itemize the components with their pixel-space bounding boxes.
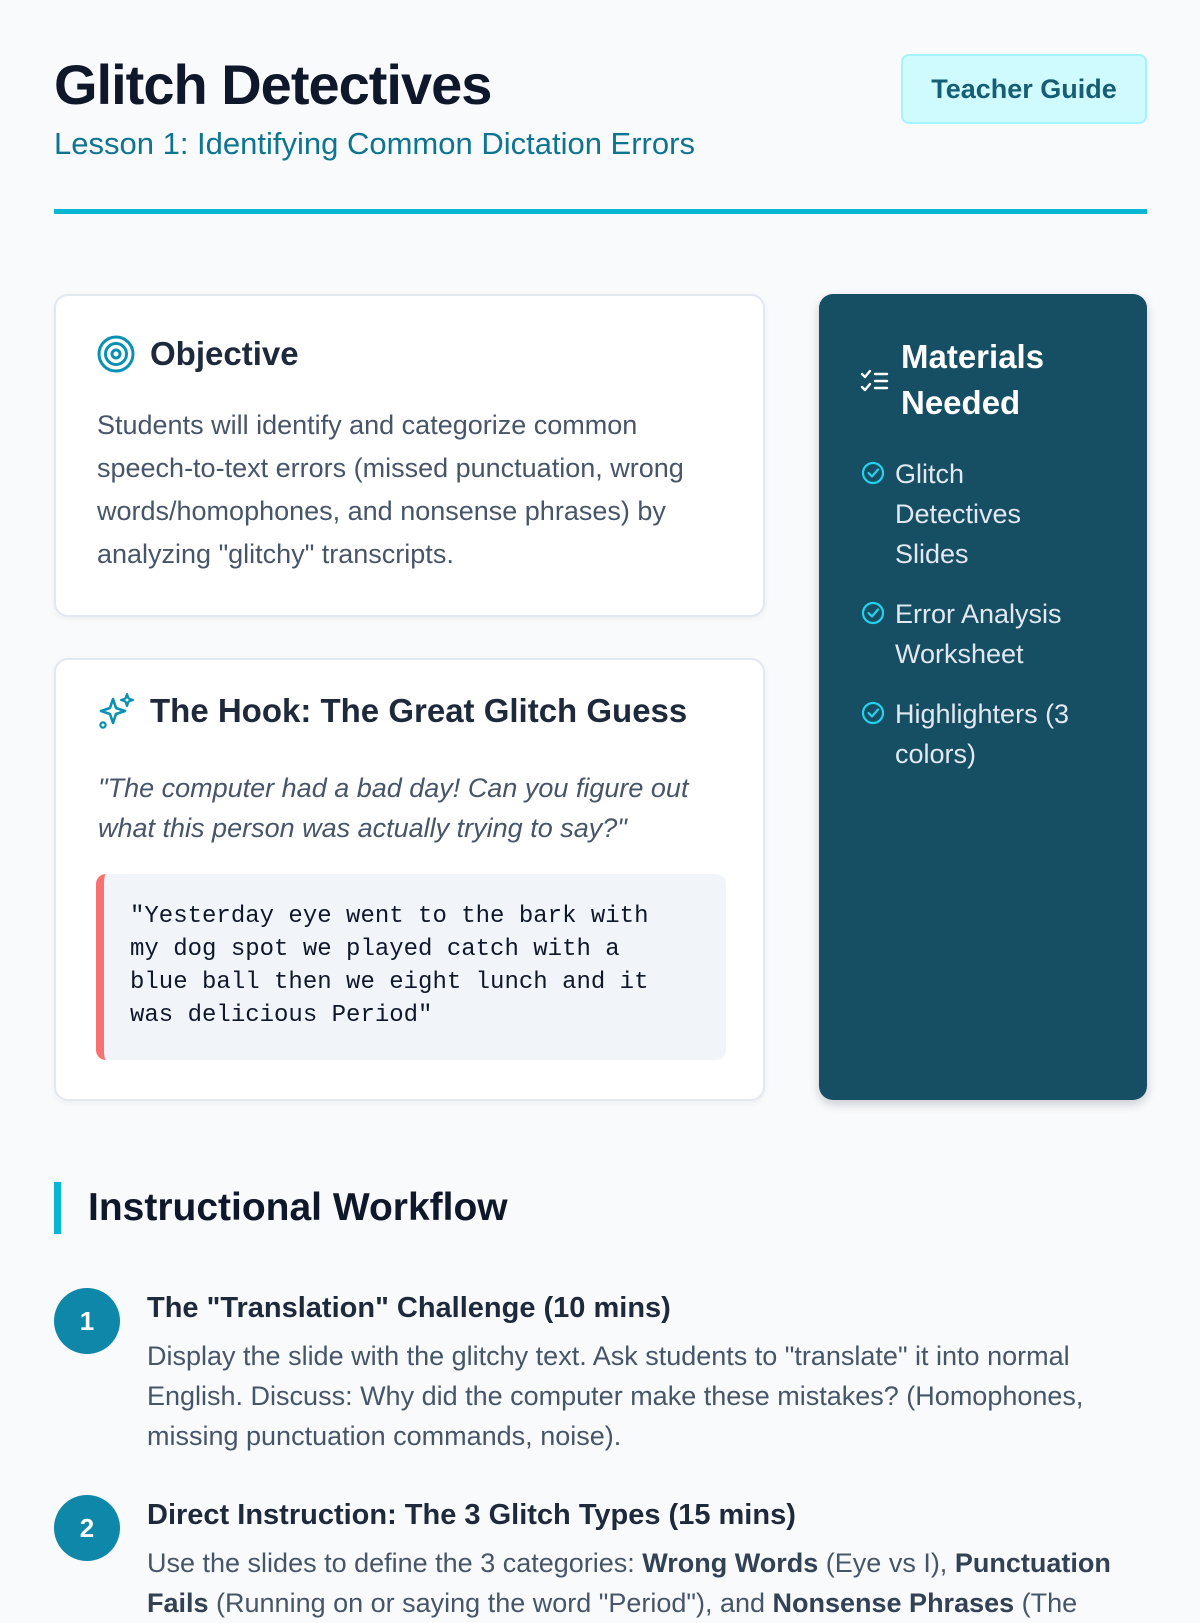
step-text: (Eye vs I), xyxy=(818,1548,955,1578)
lesson-subtitle: Lesson 1: Identifying Common Dictation Errors xyxy=(54,126,695,161)
check-circle-icon xyxy=(860,600,886,626)
step-title: Direct Instruction: The 3 Glitch Types (15 mins) xyxy=(147,1499,796,1531)
hook-title: The Hook: The Great Glitch Guess xyxy=(150,692,688,729)
step-text: (The xyxy=(1014,1588,1078,1618)
glitch-type-term: Wrong Words xyxy=(642,1548,819,1578)
objective-text: Students will identify and categorize common speech-to-text errors (missed punctuation, wrong words/homophones, and nonsense phrases) by analyzing "glitchy" transcripts. xyxy=(97,410,684,569)
objective-header xyxy=(96,334,299,374)
glitch-type-term: Punctuation Fails xyxy=(147,1548,1111,1618)
check-circle-icon xyxy=(860,700,886,726)
hook-header xyxy=(96,691,687,731)
checklist-icon xyxy=(860,368,890,396)
check-circle-icon xyxy=(860,460,886,486)
materials-panel xyxy=(819,294,1147,1100)
materials-item-label: Highlighters (3 colors) xyxy=(895,699,1070,769)
target-icon xyxy=(96,334,136,374)
page-title: Glitch Detectives xyxy=(54,53,492,116)
glitch-type-term: Nonsense Phrases xyxy=(772,1588,1015,1618)
glitchy-transcript: "Yesterday eye went to the bark with my dog spot we played catch with a blue ball then we eight lunch and it was delicious Period" xyxy=(96,874,726,1060)
materials-item-label: Glitch Detectives Slides xyxy=(895,459,1022,569)
step-number: 2 xyxy=(54,1495,120,1561)
materials-item-label: Error Analysis Worksheet xyxy=(895,599,1062,669)
objective-card xyxy=(54,294,765,617)
step-text: (Running on or saying the word "Period"), and xyxy=(208,1588,773,1618)
step-description: Display the slide with the glitchy text. Ask students to "translate" it into normal English. Discuss: Why did the computer make these mistakes? (Homophones, missing punctuation commands, noise). xyxy=(147,1341,1084,1451)
sparkles-icon xyxy=(96,691,136,731)
step-number: 1 xyxy=(54,1288,120,1354)
step-text: Use the slides to define the 3 categories: xyxy=(147,1548,643,1578)
page-header xyxy=(54,0,1147,214)
materials-title: Materials Needed xyxy=(901,338,1045,421)
step-description xyxy=(147,1543,1157,1623)
materials-item xyxy=(860,454,1090,574)
objective-title: Objective xyxy=(150,335,299,372)
materials-item xyxy=(860,694,1110,774)
materials-item xyxy=(860,594,1110,674)
step-title: The "Translation" Challenge (10 mins) xyxy=(147,1292,671,1324)
workflow-heading: Instructional Workflow xyxy=(54,1182,508,1234)
hook-card xyxy=(54,658,765,1101)
hook-quote: "The computer had a bad day! Can you figure out what this person was actually trying to say?" xyxy=(98,773,689,843)
lesson-page xyxy=(54,0,1147,1618)
teacher-guide-button[interactable]: Teacher Guide xyxy=(901,54,1147,124)
